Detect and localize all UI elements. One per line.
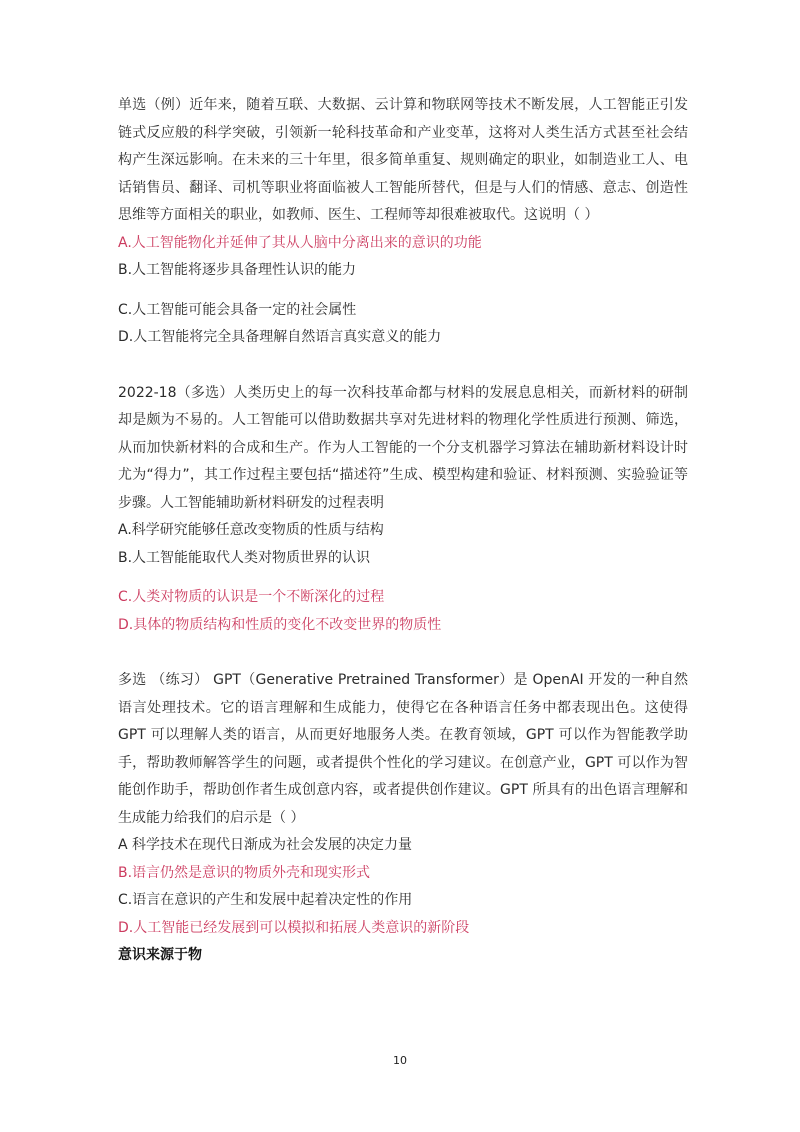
question-3-option-a: A 科学技术在现代日渐成为社会发展的决定力量 xyxy=(118,837,413,853)
page-number: 10 xyxy=(393,1054,407,1067)
spacer xyxy=(118,639,688,667)
question-1-option-d: D.人工智能将完全具备理解自然语言真实意义的能力 xyxy=(118,329,442,345)
question-3-option-c: C.语言在意识的产生和发展中起着决定性的作用 xyxy=(118,892,413,908)
document-page xyxy=(118,92,688,970)
question-2-stem: 2022-18（多选）人类历史上的每一次科技革命都与材料的发展息息相关，而新材料的研制却是颇为不易的。人工智能可以借助数据共享对先进材料的物理化学性质进行预测、筛选，从而加快新材料的合成和生产。作为人工智能的一个分支机器学习算法在辅助新材料设计时尤为“得力”，其工作过程主要包括“描述符”生成、模型构建和验证、材料预测、实验验证等步骤。人工智能辅助新材料研发的过程表明 xyxy=(118,384,688,511)
question-2-option-b: B.人工智能能取代人类对物质世界的认识 xyxy=(118,549,371,566)
question-3-option-d: D.人工智能已经发展到可以模拟和拓展人类意识的新阶段 xyxy=(118,919,470,936)
question-3-option-b: B.语言仍然是意识的物质外壳和现实形式 xyxy=(118,864,371,881)
question-3 xyxy=(118,667,688,942)
question-1-option-a: A.人工智能物化并延伸了其从人脑中分离出来的意识的功能 xyxy=(118,234,482,251)
question-2-option-d: D.具体的物质结构和性质的变化不改变世界的物质性 xyxy=(118,616,442,633)
spacer xyxy=(118,352,688,380)
question-2-option-a: A.科学研究能够任意改变物质的性质与结构 xyxy=(118,522,384,538)
question-3-stem: 多选 （练习） GPT（Generative Pretrained Transformer）是 OpenAI 开发的一种自然语言处理技术。它的语言理解和生成能力，使得它在各种语言任务中都表现出色。这使得 GPT 可以理解人类的语言，从而更好地服务人类。在教育领域，GPT 可以作为智能教学助手，帮助教师解答学生的问题，或者提供个性化的学习建议。在创意产业，GPT 可以作为智能创作助手，帮助创作者生成创意内容，或者提供创作建议。GPT 所具有的出色语言理解和生成能力给我们的启示是（ ） xyxy=(118,672,688,826)
question-1-option-b: B.人工智能将逐步具备理性认识的能力 xyxy=(118,262,357,278)
question-2 xyxy=(118,380,688,640)
question-1-option-c: C.人工智能可能会具备一定的社会属性 xyxy=(118,301,357,318)
spacer xyxy=(118,572,688,584)
conclusion-heading: 意识来源于物 xyxy=(118,947,202,963)
question-1-stem: 单选（例）近年来，随着互联、大数据、云计算和物联网等技术不断发展，人工智能正引发链式反应般的科学突破，引领新一轮科技革命和产业变革，这将对人类生活方式甚至社会结构产生深远影响。在未来的三十年里，很多简单重复、规则确定的职业，如制造业工人、电话销售员、翻译、司机等职业将面临被人工智能所替代，但是与人们的情感、意志、创造性思维等方面相关的职业，如教师、医生、工程师等却很难被取代。这说明（ ） xyxy=(118,97,688,223)
question-2-option-c: C.人类对物质的认识是一个不断深化的过程 xyxy=(118,589,385,605)
spacer xyxy=(118,285,688,297)
question-1 xyxy=(118,92,688,352)
